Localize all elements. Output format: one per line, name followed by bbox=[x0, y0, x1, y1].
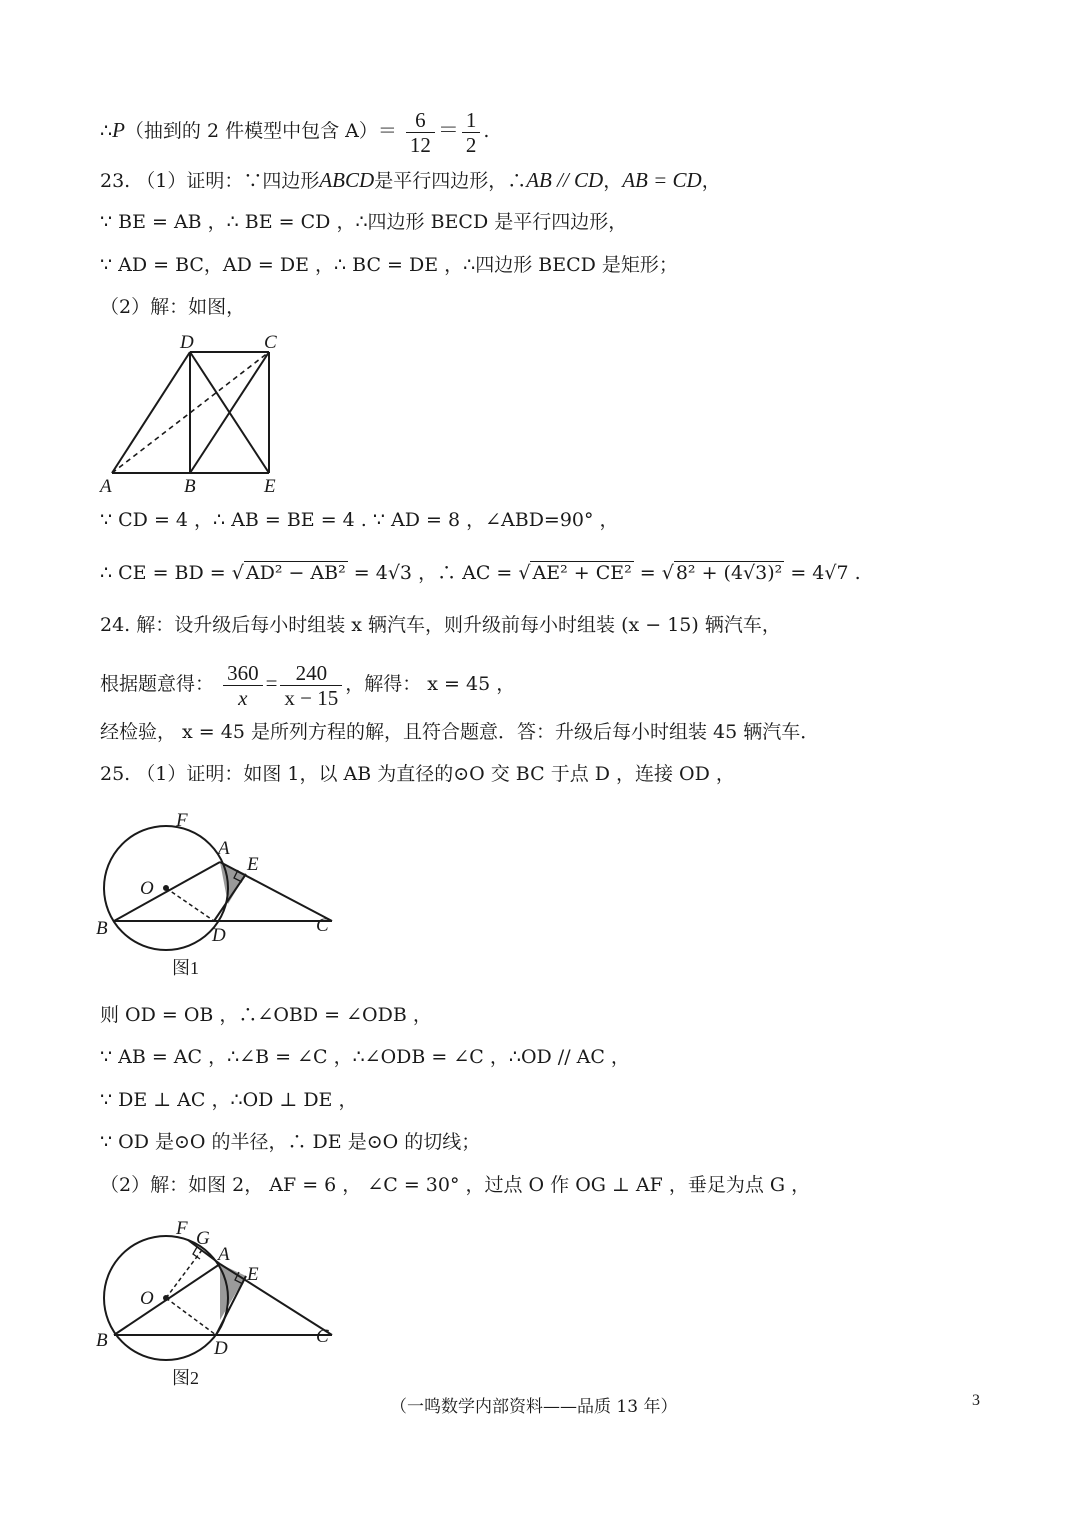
q23-line-5: ∵ CD = 4 ，∴ AB = BE = 4 . ∵ AD = 8 ，∠ABD=90° ， bbox=[100, 509, 619, 531]
segment-ba bbox=[114, 862, 220, 921]
fraction-360-x: $\frac{360}{x}$ bbox=[223, 661, 263, 710]
q23-line-6: ∴ CE = BD = √ AD² − AB² = 4√3 ，∴ AC = √ AE² + CE² = √ 8² + (4√3)² = 4√7 . bbox=[100, 562, 861, 584]
fraction-6-12: $\frac{6}{12}$ bbox=[406, 108, 435, 157]
q24-line-2: 根据题意得： $\frac{360}{x}$ = $\frac{240}{x - 15}$ ，解得： x = 45 ， bbox=[100, 660, 516, 710]
q23-line-3: ∵ AD = BC，AD = DE ，∴ BC = DE ，∴四边形 BECD 是矩形； bbox=[100, 254, 678, 276]
label-o: O bbox=[140, 1288, 154, 1309]
page-number: 3 bbox=[972, 1392, 980, 1409]
probability-line: ∴P（抽到的 2 件模型中包含 A）＝ $\frac{6}{12}$ ＝ $\frac{1}{2}$ . bbox=[100, 107, 490, 157]
segment-od-dashed bbox=[166, 888, 214, 921]
segment-ad bbox=[112, 352, 190, 473]
label-d: D bbox=[212, 925, 226, 946]
label-f: F bbox=[176, 1218, 188, 1239]
figure-1-caption: 图1 bbox=[172, 958, 199, 978]
figure-1 bbox=[92, 806, 352, 986]
label-f: F bbox=[176, 810, 188, 831]
segment-od-dashed bbox=[166, 1298, 216, 1335]
figure-rectangle bbox=[96, 330, 316, 500]
label-b: B bbox=[184, 476, 196, 497]
fraction-240-x-15: $\frac{240}{x - 15}$ bbox=[280, 661, 342, 710]
label-g: G bbox=[196, 1228, 210, 1249]
label-e: E bbox=[247, 854, 259, 875]
q23-line-4: （2）解：如图， bbox=[100, 296, 246, 318]
figure-2 bbox=[92, 1214, 352, 1394]
label-o: O bbox=[140, 878, 154, 899]
label-e: E bbox=[264, 476, 276, 497]
q25-line-2: 则 OD = OB ，∴∠OBD = ∠ODB ， bbox=[100, 1004, 432, 1026]
q25-line-4: ∵ DE ⊥ AC ，∴OD ⊥ DE ， bbox=[100, 1089, 358, 1111]
footer-text: （一鸣数学内部资料——品质 13 年） bbox=[390, 1397, 678, 1417]
center-point bbox=[163, 1295, 169, 1301]
q25-line-6: （2）解：如图 2， AF = 6 ， ∠C = 30° ，过点 O 作 OG ⊥ AF ，垂足为点 G ， bbox=[100, 1174, 811, 1196]
q25-line-5: ∵ OD 是⊙O 的半径，∴ DE 是⊙O 的切线； bbox=[100, 1131, 481, 1153]
label-e: E bbox=[247, 1264, 259, 1285]
label-d: D bbox=[214, 1338, 228, 1359]
segment-ac bbox=[220, 1264, 332, 1335]
q23-line-2: ∵ BE = AB ，∴ BE = CD ，∴四边形 BECD 是平行四边形， bbox=[100, 211, 628, 233]
segment-ac bbox=[220, 862, 332, 921]
label-b: B bbox=[96, 1330, 108, 1351]
label-d: D bbox=[180, 332, 194, 353]
label-a: A bbox=[100, 476, 112, 497]
q24-line-3: 经检验， x = 45 是所列方程的解，且符合题意．答：升级后每小时组装 45 辆汽车． bbox=[100, 721, 820, 743]
label-c: C bbox=[264, 332, 277, 353]
q25-line-3: ∵ AB = AC ，∴∠B = ∠C ，∴∠ODB = ∠C ，∴OD // AC ， bbox=[100, 1046, 630, 1068]
q23-line-1: 23. （1）证明：∵四边形ABCD是平行四边形，∴AB // CD，AB = CD， bbox=[100, 168, 721, 192]
figure-2-caption: 图2 bbox=[172, 1368, 199, 1388]
fraction-1-2: $\frac{1}{2}$ bbox=[462, 108, 481, 157]
label-c: C bbox=[316, 915, 329, 936]
q25-line-1: 25. （1）证明：如图 1，以 AB 为直径的⊙O 交 BC 于点 D ，连接 OD ， bbox=[100, 763, 735, 785]
label-a: A bbox=[218, 1244, 230, 1265]
center-point bbox=[163, 885, 169, 891]
label-a: A bbox=[218, 838, 230, 859]
label-b: B bbox=[96, 918, 108, 939]
label-c: C bbox=[316, 1326, 329, 1347]
q24-line-1: 24. 解：设升级后每小时组装 x 辆汽车，则升级前每小时组装 (x − 15) 辆汽车， bbox=[100, 614, 781, 636]
